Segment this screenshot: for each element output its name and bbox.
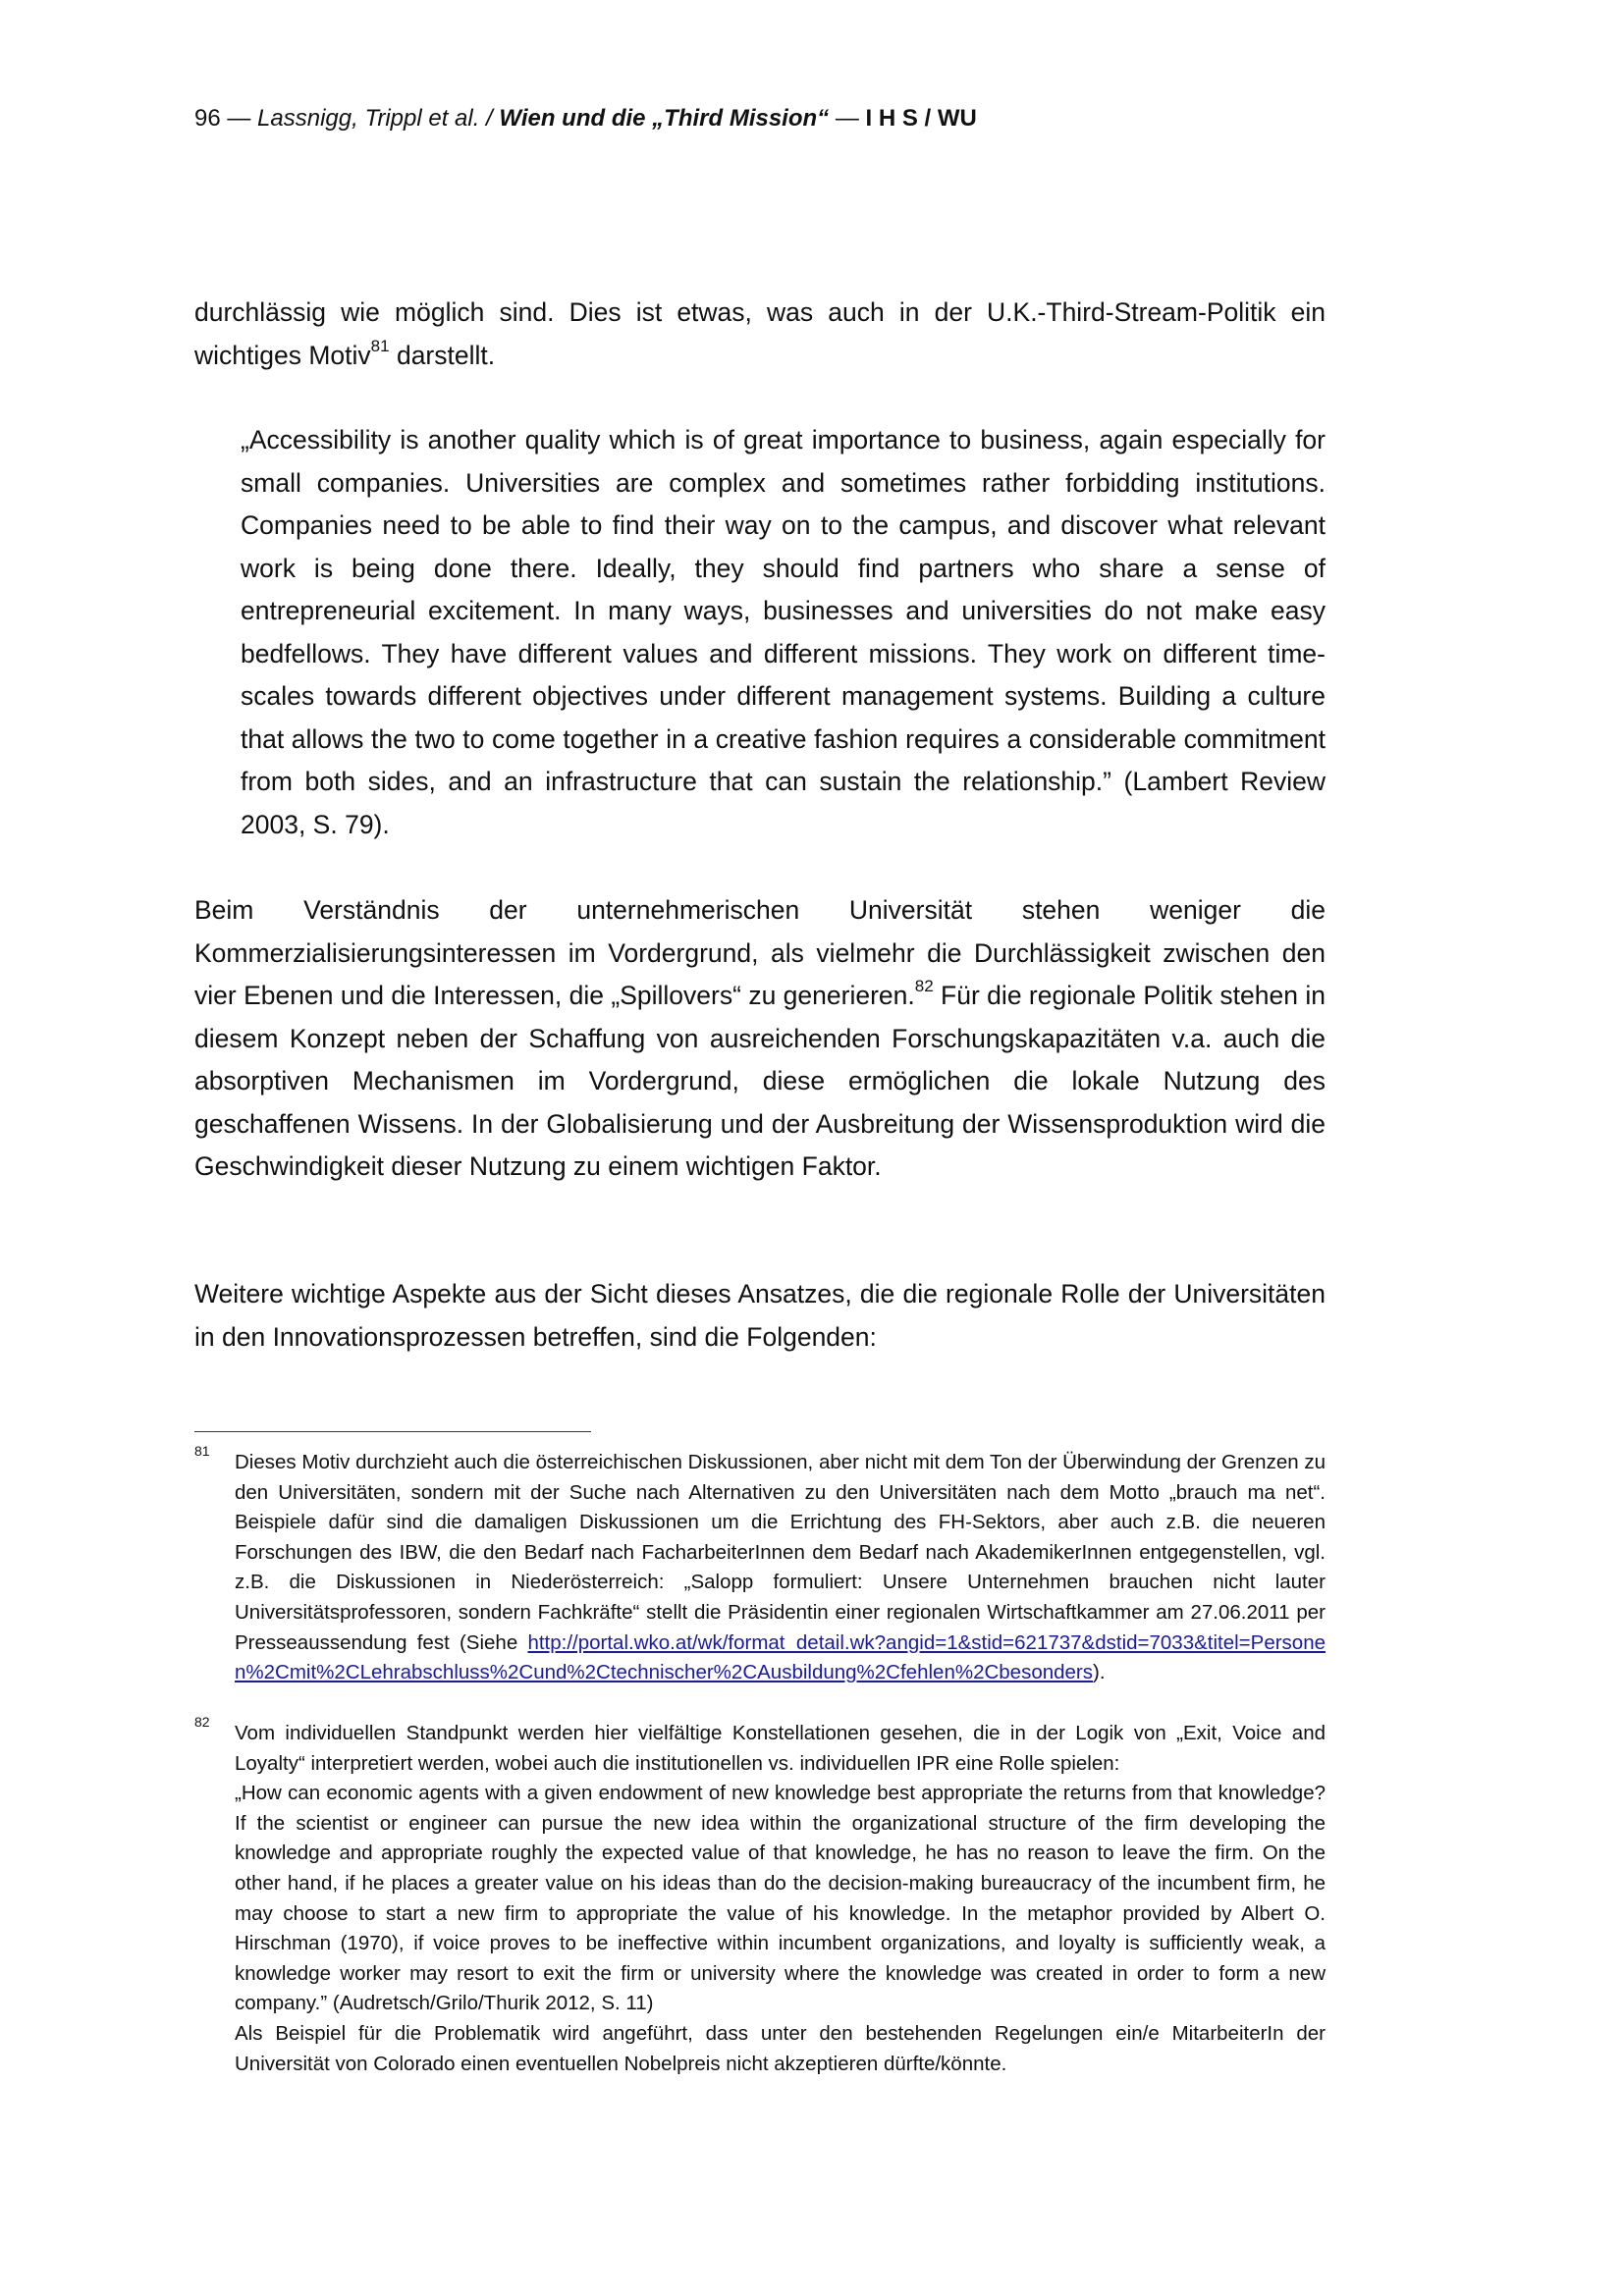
footnote-divider: [194, 1431, 591, 1432]
header-separator: —: [829, 105, 866, 132]
footnote-82-intro: Vom individuellen Standpunkt werden hier vielfältige Konstellationen gesehen, die in der Logik von „Exit, Voice and Loyalty“ interpretiert werden, wobei auch die institutionellen vs. individuellen IPR eine Rolle spielen:: [235, 1722, 1326, 1775]
paragraph-1-text: durchlässig wie möglich sind. Dies ist etwas, was auch in der U.K.-Third-Stream-Politik ein wichtiges Motiv: [194, 297, 1326, 370]
header-institute: I H S / WU: [865, 105, 977, 132]
paragraph-2: [194, 889, 1326, 1189]
footnote-ref-81[interactable]: 81: [370, 336, 390, 355]
header-page-number: 96: [194, 105, 221, 132]
footnote-81-link[interactable]: http://portal.wko.at/wk/format_detail.wk?angid=1&stid=621737&dstid=7033&titel=Personen%2Cmit%2CLehrabschluss%2Cund%2Ctechnischer%2CAusbildung%2Cfehlen%2Cbesonders: [235, 1630, 1326, 1684]
footnote-82: [194, 1714, 1326, 2079]
footnote-81-body: Dieses Motiv durchzieht auch die österreichischen Diskussionen, aber nicht mit dem Ton der Überwindung der Grenzen zu den Universitäten, sondern mit der Suche nach Alternativen zu den Universitäten nach dem Motto „brauch ma net“. Beispiele dafür sind die damaligen Diskussionen um die Errichtung des FH-Sektors, aber auch z.B. die neueren Forschungen des IBW, die den Bedarf nach FacharbeiterInnen dem Bedarf nach AkademikerInnen entgegenstellen, vgl. z.B. die Diskussionen in Niederösterreich: „Salopp formuliert: Unsere Unternehmen brauchen nicht lauter Universitätsprofessoren, sondern Fachkräfte“ stellt die Präsidentin einer regionalen Wirtschaftkammer am 27.06.2011 per Presseaussendung fest (Siehe: [235, 1451, 1326, 1654]
block-quote: „Accessibility is another quality which is of great importance to business, again especially for small companies. Universities are complex and sometimes rather forbidding institutions. Companies need to be able to find their way on to the campus, and discover what relevant work is being done there. Ideally, they should find partners who share a sense of entrepreneurial excitement. In many ways, businesses and universities do not make easy bedfellows. They have different values and different missions. They work on different time-scales towards different objectives under different management systems. Building a culture that allows the two to come together in a creative fashion requires a considerable commitment from both sides, and an infrastructure that can sustain the relationship.” (Lambert Review 2003, S. 79).: [241, 425, 1326, 839]
footnote-number: 82: [194, 1714, 210, 1730]
paragraph-2-text-end: Für die regionale Politik stehen in diesem Konzept neben der Schaffung von ausreichenden Forschungskapazitäten v.a. auch die absorptiven Mechanismen im Vordergrund, diese ermöglichen die lokale Nutzung des geschaffenen Wissens. In der Globalisierung und der Ausbreitung der Wissensproduktion wird die Geschwindigkeit dieser Nutzung zu einem wichtigen Faktor.: [194, 981, 1326, 1181]
paragraph-3: Weitere wichtige Aspekte aus der Sicht dieses Ansatzes, die die regionale Rolle der Universitäten in den Innovationsprozessen betreffen, sind die Folgenden:: [194, 1279, 1326, 1352]
footnote-ref-82[interactable]: 82: [914, 977, 934, 996]
footnote-81-text: [235, 1448, 1326, 1688]
paragraph-1: [194, 292, 1326, 377]
running-header: [194, 103, 977, 134]
paragraph-2-text: Beim Verständnis der unternehmerischen Universität stehen weniger die Kommerzialisierungsinteressen im Vordergrund, als vielmehr die Durchlässigkeit zwischen den vier Ebenen und die Interessen, die „Spillovers“ zu generieren.: [194, 895, 1326, 1010]
paragraph-1-text-end: darstellt.: [389, 340, 496, 370]
header-separator: —: [220, 105, 258, 132]
footnote-81-end: ).: [1093, 1661, 1106, 1684]
footnote-82-text: [235, 1719, 1326, 2079]
header-title: Wien und die „Third Mission“: [499, 105, 830, 132]
footnote-number: 81: [194, 1443, 210, 1459]
footnote-82-closing: Als Beispiel für die Problematik wird angeführt, dass unter den bestehenden Regelungen ein/e MitarbeiterIn der Universität von Colorado einen eventuellen Nobelpreis nicht akzeptieren dürfte/könnte.: [235, 2021, 1326, 2075]
footnote-82-quote: „How can economic agents with a given endowment of new knowledge best appropriate the returns from that knowledge? If the scientist or engineer can pursue the new idea within the organizational structure of the firm developing the knowledge and appropriate roughly the expected value of that knowledge, he has no reason to leave the firm. On the other hand, if he places a greater value on his ideas than do the decision-making bureaucracy of the incumbent firm, he may choose to start a new firm to appropriate the value of his knowledge. In the metaphor provided by Albert O. Hirschman (1970), if voice proves to be ineffective within incumbent organizations, and loyalty is sufficiently weak, a knowledge worker may resort to exit the firm or university where the knowledge was created in order to form a new company.” (Audretsch/Grilo/Thurik 2012, S. 11): [235, 1782, 1326, 2015]
footnote-81: [194, 1443, 1326, 1688]
header-authors: Lassnigg, Trippl et al. /: [257, 105, 493, 132]
